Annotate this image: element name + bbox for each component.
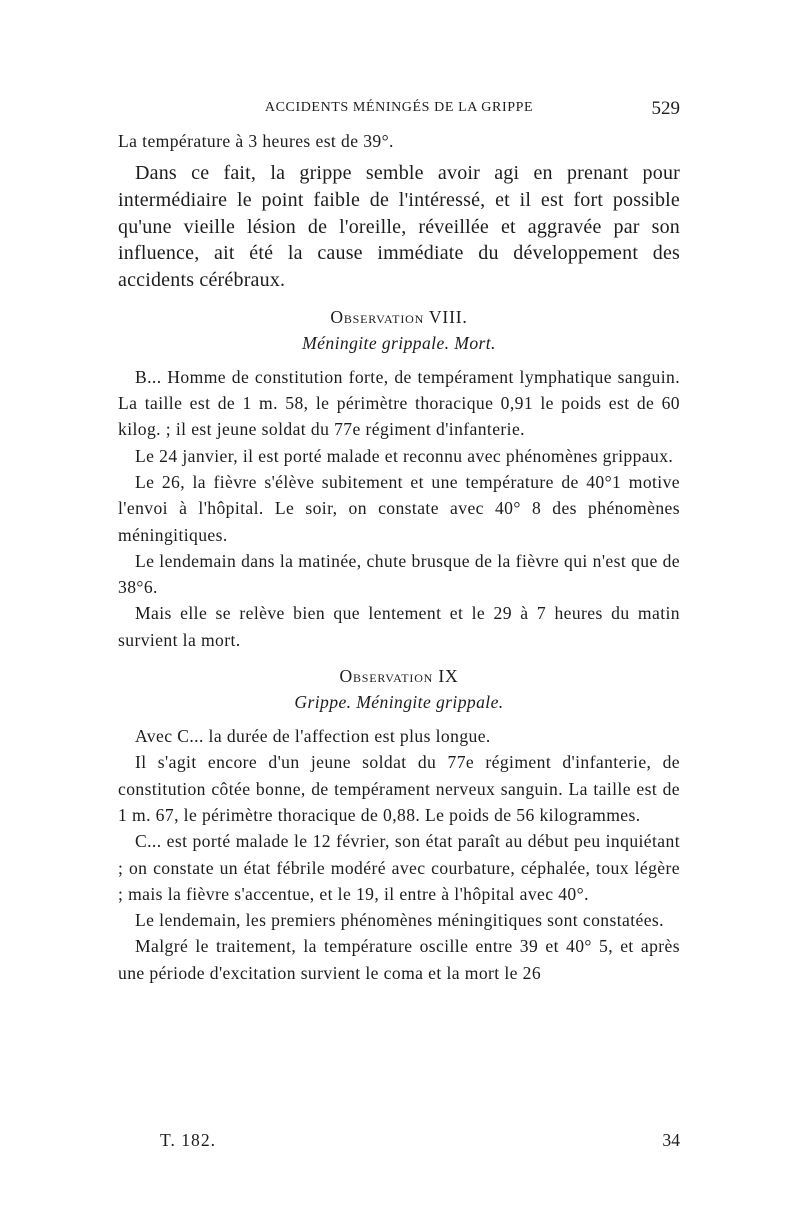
paragraph: Malgré le traitement, la température oscille entre 39 et 40° 5, et après une période d'excitation survient le coma et la mort le 26 (118, 936, 680, 983)
paragraph: Il s'agit encore d'un jeune soldat du 77e régiment d'infanterie, de constitution côtée bonne, de tempérament nerveux sanguin. La taille est de 1 m. 67, le périmètre thoracique de 0,88. Le poids de 56 kilogrammes. (118, 752, 680, 825)
printer-signature: T. 182. (160, 1130, 217, 1150)
paragraph: Le lendemain dans la matinée, chute brusque de la fièvre qui n'est que de 38°6. (118, 550, 680, 598)
running-header (118, 98, 680, 122)
paragraph: La température à 3 heures est de 39°. (118, 131, 394, 151)
body-text (118, 128, 680, 986)
observation-heading: Observation VIII. (330, 306, 468, 327)
page-number: 529 (651, 98, 680, 119)
paragraph: Le 26, la fièvre s'élève subitement et une température de 40°1 motive l'envoi à l'hôpital. Le soir, on constate avec 40° 8 des phénomènes méningitiques. (118, 472, 680, 545)
paragraph: Mais elle se relève bien que lentement et le 29 à 7 heures du matin survient la mort. (118, 603, 680, 650)
sheet-number: 34 (662, 1130, 680, 1150)
running-title: ACCIDENTS MÉNINGÉS DE LA GRIPPE (264, 100, 534, 115)
observation-subtitle: Grippe. Méningite grippale. (294, 692, 504, 713)
paragraph: B... Homme de constitution forte, de tempérament lymphatique sanguin. La taille est de 1 m. 58, le périmètre thoracique 0,91 le poids est de 60 kilog. ; il est jeune soldat du 77e régiment d'infanterie. (118, 366, 680, 440)
paragraph: Le 24 janvier, il est porté malade et reconnu avec phénomènes grippaux. (135, 445, 674, 466)
observation-heading: Observation IX (339, 666, 459, 687)
paragraph: Le lendemain, les premiers phénomènes méningitiques sont constatées. (135, 910, 664, 931)
paragraph: C... est porté malade le 12 février, son état paraît au début peu inquiétant ; on constate un état fébrile modéré avec courbature, céphalée, toux légère ; mais la fièvre s'accentue, et le 19, il entre à l'hôpital avec 40°. (118, 831, 680, 904)
paragraph: Dans ce fait, la grippe semble avoir agi en prenant pour intermédiaire le point faible de l'intéressé, et il est fort possible qu'une vieille lésion de l'oreille, réveillée et aggravée par son influence, ait été la cause immédiate du développement des accidents cérébraux. (118, 162, 680, 292)
paragraph: Avec C... la durée de l'affection est plus longue. (135, 726, 491, 747)
observation-subtitle: Méningite grippale. Mort. (302, 332, 496, 353)
